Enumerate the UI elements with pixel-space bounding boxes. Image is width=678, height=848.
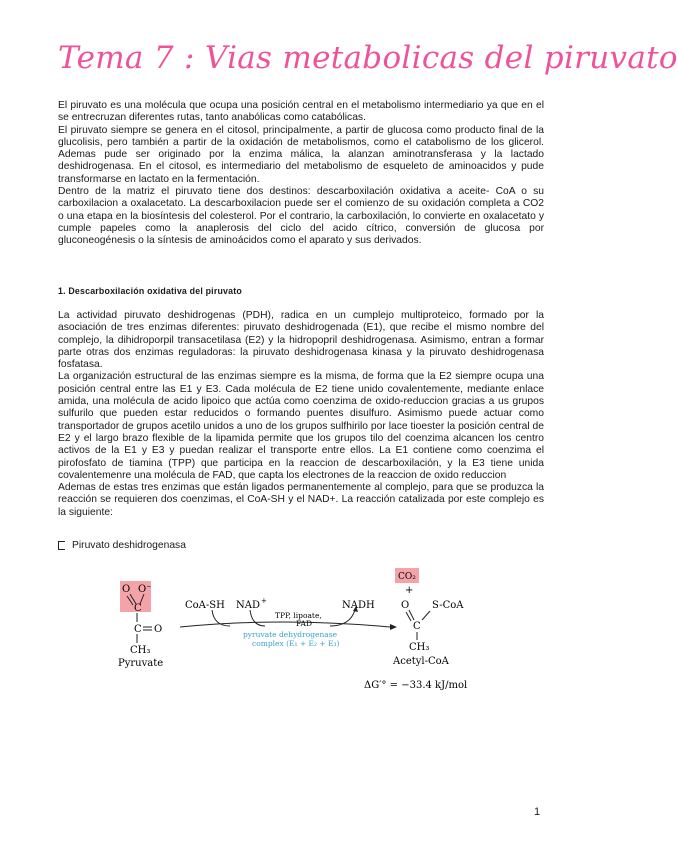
enzyme-complex-label-2: complex (E₁ + E₂ + E₃)	[252, 639, 340, 648]
checkbox-bullet-icon	[58, 541, 65, 550]
cofactors-label-1: TPP, lipoate,	[275, 611, 322, 620]
acetyl-c: C	[413, 621, 421, 632]
arrow-head	[390, 624, 397, 630]
nad-charge: +	[261, 597, 267, 605]
acetyl-coa-label: Acetyl-CoA	[393, 656, 449, 667]
pyruvate-o-keto: O	[154, 624, 163, 635]
enzyme-complex-label-1: pyruvate dehydrogenase	[243, 630, 338, 639]
intro-paragraph: Dentro de la matriz el piruvato tiene dos destinos: descarboxilación oxidativa a aceite- CoA o su carboxilacion a oxalacetato. La descarboxilacion puede ser el comienzo de su oxidación completa a CO2 o una etapa en la biosíntesis del colesterol. Por el contrario, la carboxilación, lo convierte en oxalacetato y cumple papeles como la anaplerosis del ciclo del acido cítrico, conversión de glucosa por gluconeogénesis o la síntesis de aminoácidos como el aparato y sus derivados.	[58, 186, 544, 247]
page-title: Tema 7 : Vias metabolicas del piruvato	[58, 40, 678, 76]
pyruvate-c2: C	[134, 624, 142, 635]
page-number: 1	[534, 806, 541, 818]
acetyl-s-coa: S-CoA	[432, 600, 464, 611]
pyruvate-label: Pyruvate	[118, 658, 164, 669]
co2-label: CO₂	[398, 572, 416, 582]
delta-g-label: ΔG′° = −33.4 kJ/mol	[364, 680, 468, 691]
section-body	[58, 310, 544, 519]
intro-paragraph: El piruvato siempre se genera en el citosol, principalmente, a partir de glucosa como producto final de la glucolisis, pero también a partir de la oxidación de metabolismos, como el catabolismo de los glicerol. Ademas pude ser originado por la enzima málica, la alanzan aminotransferasa y la lactado deshidrogenasa. En el citosol, es intermediario del metabolismo de esqueleto de aminoacidos y pude transformarse en lactato en la fermentación.	[58, 124, 544, 185]
nad-label: NAD	[236, 600, 260, 611]
intro-paragraph: El piruvato es una molécula que ocupa una posición central en el metabolismo intermediario ya que en el se entrecruzan diferentes rutas, tanto anabólicas como catabólicas.	[58, 100, 544, 124]
pyruvate-o-left: O	[122, 584, 131, 595]
reaction-diagram	[100, 560, 490, 695]
acetyl-ch3: CH₃	[409, 642, 430, 653]
enzyme-item-label: Piruvato deshidrogenasa	[72, 540, 186, 551]
co2-plus: +	[405, 585, 414, 596]
section-paragraph: Ademas de estas tres enzimas que están ligados permanentemente al complejo, para que se produzca la reacción se requieren dos coenzimas, el CoA-SH y el NAD+. La reacción catalizada por este complejo es la siguiente:	[58, 482, 544, 518]
cofactors-label-2: FAD	[296, 619, 312, 628]
section-paragraph: La organización estructural de las enzimas siempre es la misma, de forma que la E2 siempre ocupa una posición central entre las E1 y E3. Cada molécula de E2 tiene unido covalentemente, mediante enlace amida, una molécula de acido lipoico que actúa como coenzima de oxido-reduccion gracias a us grupos sulfurilo que pueden estar reducidos o formando puentes disulfuro. Asimismo puede actuar como transportador de grupos acetilo unidos a uno de los grupos sulfhirilo por lace tioester la posición central de E2 y el largo brazo flexible de la lipamida permite que los grupos tilo del coenzima alcancen los centro activos de la E1 y E3 y puedan realizar el transporte entre ellos. La E1 contiene como coenzima el pirofosfato de tiamina (TPP) que participa en la reaccion de descarboxilación, y la E3 tiene unida covalentemenre una molécula de FAD, que capta los electrones de la reaccion de oxido reduccion	[58, 371, 544, 481]
pyruvate-ch3: CH₃	[130, 645, 151, 656]
coa-sh-label: CoA-SH	[185, 600, 225, 611]
acetyl-o: O	[401, 600, 410, 611]
section-heading: 1. Descarboxilación oxidativa del piruvato	[58, 286, 242, 296]
pyruvate-c1: C	[134, 603, 142, 614]
reaction-arrow	[180, 622, 390, 627]
section-paragraph: La actividad piruvato deshidrogenas (PDH), radica en un cumplejo multiproteico, formado por la asociación de tres enzimas diferentes: piruvato deshidrogenada (E1), que recibe el mismo nombre del complejo, la dihidroporpil transacetilasa (E2) y la hidropopril deshidrogenasa. Asimismo, entran a formar parte otras dos enzimas reguladoras: la piruvato deshidrogenasa kinasa y la piruvato deshidrogenasa fosfatasa.	[58, 310, 544, 371]
pyruvate-o-minus: O⁻	[138, 584, 152, 595]
intro-text	[58, 100, 544, 248]
enzyme-list-item	[58, 540, 186, 551]
nadh-label: NADH	[342, 600, 375, 611]
